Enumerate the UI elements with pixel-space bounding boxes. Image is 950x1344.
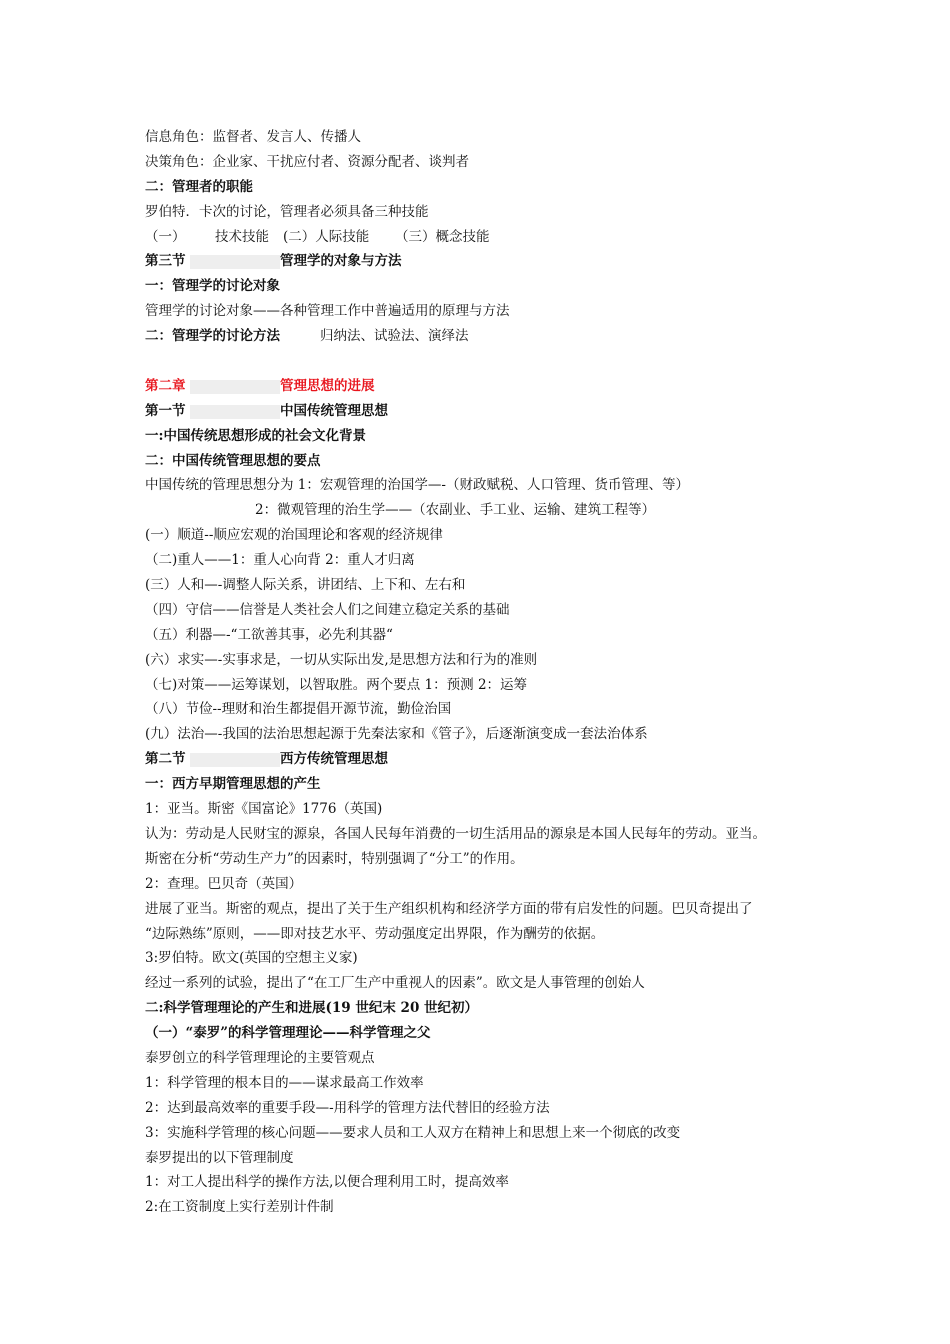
skills-item-3: （三）概念技能: [395, 228, 490, 245]
paragraph: “边际熟练”原则，——即对技艺水平、劳动强度定出界限，作为酬劳的依据。: [145, 925, 605, 942]
list-item: （四）守信——信誉是人类社会人们之间建立稳定关系的基础: [145, 601, 510, 618]
paragraph: 决策角色：企业家、干扰应付者、资源分配者、谈判者: [145, 153, 469, 170]
heading-shade: [190, 753, 280, 767]
paragraph: 认为：劳动是人民财宝的源泉，各国人民每年消费的一切生活用品的源泉是本国人民每年的劳动。亚当。: [145, 825, 766, 842]
chapter-number: 第二章: [145, 377, 186, 394]
paragraph: 泰罗提出的以下管理制度: [145, 1149, 294, 1166]
chapter-title: [145, 374, 835, 399]
paragraph: 信息角色：监督者、发言人、传播人: [145, 129, 361, 145]
list-item: 1：对工人提出科学的操作方法,以便合理利用工时，提高效率: [145, 1174, 509, 1191]
paragraph: 3:罗伯特。欧文(英国的空想主义家): [145, 950, 358, 967]
section-heading: 二：管理学的讨论方法: [145, 328, 280, 345]
subsection-heading: （一）“泰罗”的科学管理理论——科学管理之父: [145, 1025, 431, 1042]
skills-item-1-marker: （一）: [145, 228, 186, 245]
paragraph: 管理学的讨论对象——各种管理工作中普遍适用的原理与方法: [145, 303, 510, 320]
paragraph: 中国传统的管理思想分为 1：宏观管理的治国学—-（财政赋税、人口管理、货币管理、等）: [145, 477, 689, 494]
list-item: (一）顺道--顺应宏观的治国理论和客观的经济规律: [145, 527, 443, 544]
section-heading: 二:科学管理理论的产生和进展(19 世纪末 20 世纪初）: [145, 1000, 479, 1017]
list-item: 2:在工资制度上实行差别计件制: [145, 1199, 334, 1216]
section-number: 第二节: [145, 751, 186, 768]
section-heading: 一：管理学的讨论对象: [145, 278, 280, 295]
skills-line: [145, 225, 835, 250]
skills-item-2: (二）人际技能: [283, 228, 370, 245]
section-title: [145, 249, 835, 274]
paragraph: 2：查理。巴贝奇（英国）: [145, 875, 303, 892]
heading-shade: [190, 405, 280, 419]
section-number: 第一节: [145, 402, 186, 419]
chapter-name: 管理思想的进展: [280, 377, 375, 394]
list-item: （八）节俭--理财和治生都提倡开源节流，勤俭治国: [145, 701, 452, 718]
section-name: 中国传统管理思想: [280, 402, 388, 419]
paragraph: 斯密在分析“劳动生产力”的因素时，特别强调了“分工”的作用。: [145, 850, 524, 867]
skills-item-1: 技术技能: [215, 228, 269, 245]
list-item: 1：科学管理的根本目的——谋求最高工作效率: [145, 1074, 424, 1091]
paragraph: 进展了亚当。斯密的观点，提出了关于生产组织机构和经济学方面的带有启发性的问题。巴贝奇提出了: [145, 900, 753, 917]
list-item: 2：达到最高效率的重要手段—-用科学的管理方法代替旧的经验方法: [145, 1099, 550, 1116]
list-item: (六）求实—-实事求是，一切从实际出发,是思想方法和行为的准则: [145, 651, 538, 668]
section-title: [145, 747, 835, 772]
heading-shade: [190, 255, 280, 269]
paragraph: 2：微观管理的治生学——（农副业、手工业、运输、建筑工程等）: [255, 502, 656, 519]
list-item: （七)对策——运筹谋划，以智取胜。两个要点 1：预测 2：运筹: [145, 676, 528, 693]
section-heading: 二：中国传统管理思想的要点: [145, 452, 321, 469]
paragraph: 罗伯特．卡次的讨论，管理者必须具备三种技能: [145, 203, 429, 220]
paragraph: 泰罗创立的科学管理理论的主要管观点: [145, 1049, 375, 1066]
methods-list: 归纳法、试验法、演绎法: [320, 328, 469, 345]
document-body: [145, 125, 835, 1220]
section-name: 西方传统管理思想: [280, 751, 388, 768]
section-heading: 二：管理者的职能: [145, 178, 253, 195]
heading-shade: [190, 380, 280, 394]
list-item: (九）法治—-我国的法治思想起源于先秦法家和《管子》，后逐渐演变成一套法治体系: [145, 726, 648, 743]
section-heading: 一：西方早期管理思想的产生: [145, 776, 321, 793]
section-heading: 一:中国传统思想形成的社会文化背景: [145, 427, 366, 444]
section-title: [145, 399, 835, 424]
paragraph: 经过一系列的试验，提出了“在工厂生产中重视人的因素”。欧文是人事管理的创始人: [145, 975, 645, 992]
list-item: （二)重人——1：重人心向背 2：重人才归离: [145, 552, 415, 569]
list-item: 3：实施科学管理的核心问题——要求人员和工人双方在精神上和思想上来一个彻底的改变: [145, 1124, 681, 1141]
paragraph: 1：亚当。斯密《国富论》1776（英国): [145, 801, 383, 818]
section-number: 第三节: [145, 253, 186, 270]
spacer: [145, 349, 835, 374]
methods-line: [145, 324, 835, 349]
list-item: (三）人和—-调整人际关系，讲团结、上下和、左右和: [145, 577, 466, 594]
list-item: （五）利器—-“工欲善其事，必先利其器“: [145, 626, 393, 643]
section-name: 管理学的对象与方法: [280, 253, 402, 270]
